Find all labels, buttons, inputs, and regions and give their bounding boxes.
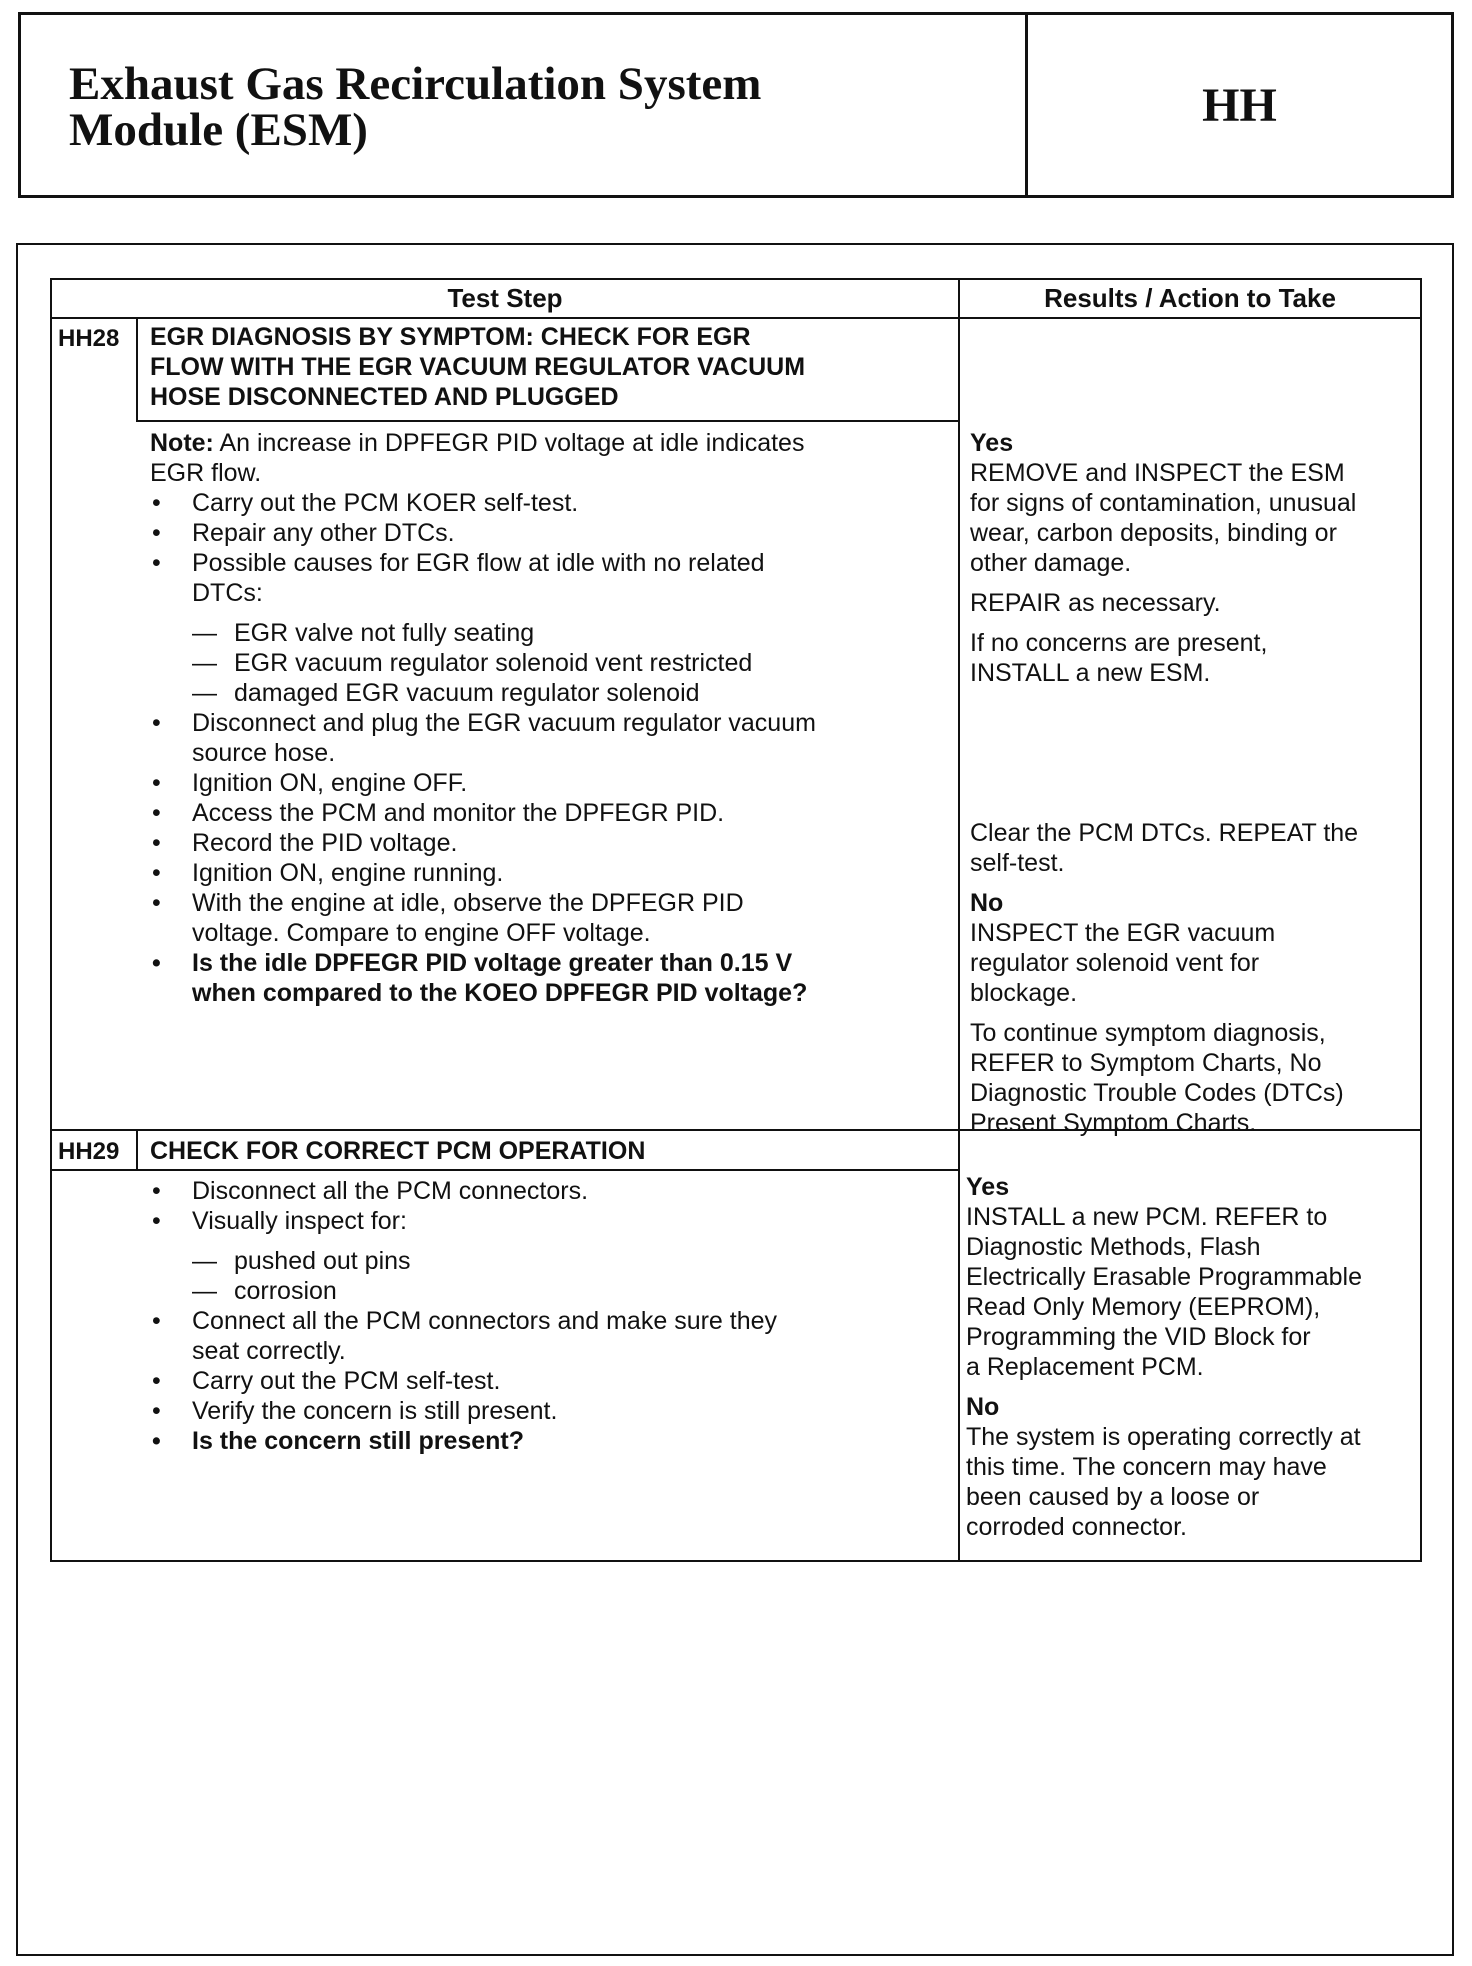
result-line: To continue symptom diagnosis, — [970, 1019, 1326, 1047]
bullet-item: • Ignition ON, engine OFF. — [150, 768, 930, 798]
hh28-steps — [150, 428, 930, 1008]
result-line: a Replacement PCM. — [966, 1353, 1204, 1381]
result-line: been caused by a loose or — [966, 1483, 1260, 1511]
yes-label: Yes — [966, 1173, 1010, 1201]
hh29-title-divider — [52, 1169, 958, 1171]
bullet-item: • Carry out the PCM KOER self-test. — [150, 488, 930, 518]
bullet-item — [150, 708, 930, 768]
result-line: Electrically Erasable Programmable — [966, 1263, 1362, 1291]
page-title — [69, 58, 1009, 156]
bullet-line: voltage. Compare to engine OFF voltage. — [192, 919, 651, 947]
column-divider — [958, 280, 960, 1560]
result-line: other damage. — [970, 549, 1132, 577]
question-item — [150, 948, 930, 1008]
result-line: Diagnostic Trouble Codes (DTCs) — [970, 1079, 1344, 1107]
result-line: corroded connector. — [966, 1513, 1187, 1541]
dash-item: — pushed out pins — [150, 1246, 930, 1276]
bullet-line: With the engine at idle, observe the DPFEGR PID — [192, 889, 744, 917]
result-line: Read Only Memory (EEPROM), — [966, 1293, 1321, 1321]
dash-item: — corrosion — [150, 1276, 930, 1306]
note-text: An increase in DPFEGR PID voltage at idle indicates — [213, 429, 805, 457]
bullet-line: source hose. — [192, 739, 336, 767]
diagnostic-table — [50, 278, 1422, 1562]
question-item: • Is the concern still present? — [150, 1426, 930, 1456]
result-line: Clear the PCM DTCs. REPEAT the — [970, 819, 1359, 847]
result-line: blockage. — [970, 979, 1078, 1007]
dash-item: — EGR valve not fully seating — [150, 618, 930, 648]
result-line: Programming the VID Block for — [966, 1323, 1311, 1351]
hh28-results — [970, 428, 1410, 1138]
no-label: No — [970, 889, 1004, 917]
result-line: INSTALL a new ESM. — [970, 659, 1211, 687]
bullet-item: • Carry out the PCM self-test. — [150, 1366, 930, 1396]
bullet-item: • Access the PCM and monitor the DPFEGR PID. — [150, 798, 930, 828]
step-code: HH29 — [58, 1138, 120, 1165]
hh29-steps — [150, 1176, 930, 1456]
note-text: EGR flow. — [150, 459, 262, 487]
no-label: No — [966, 1393, 1000, 1421]
bullet-line: Disconnect and plug the EGR vacuum regulator vacuum — [192, 709, 816, 737]
bullet-item — [150, 1306, 930, 1366]
dash-item: — EGR vacuum regulator solenoid vent restricted — [150, 648, 930, 678]
page-title-line2: Module (ESM) — [69, 104, 368, 156]
section-code: HH — [1202, 78, 1277, 132]
hh29-results — [966, 1172, 1414, 1542]
hh28-title-divider — [136, 420, 958, 422]
result-line: this time. The concern may have — [966, 1453, 1327, 1481]
bullet-item: • Record the PID voltage. — [150, 828, 930, 858]
step-title: CHECK FOR CORRECT PCM OPERATION — [150, 1137, 646, 1165]
result-line: REMOVE and INSPECT the ESM — [970, 459, 1345, 487]
result-line: Present Symptom Charts. — [970, 1109, 1257, 1137]
page-header — [18, 12, 1454, 198]
bullet-item: • Ignition ON, engine running. — [150, 858, 930, 888]
bullet-item: • Disconnect all the PCM connectors. — [150, 1176, 930, 1206]
result-line: The system is operating correctly at — [966, 1423, 1361, 1451]
result-line: regulator solenoid vent for — [970, 949, 1260, 977]
result-line: for signs of contamination, unusual — [970, 489, 1357, 517]
hh28-code-divider — [136, 319, 138, 422]
result-line: INSTALL a new PCM. REFER to — [966, 1203, 1328, 1231]
bullet-item: • Verify the concern is still present. — [150, 1396, 930, 1426]
result-line: self-test. — [970, 849, 1065, 877]
bullet-line: Possible causes for EGR flow at idle with no related — [192, 549, 765, 577]
hh29-code-divider — [136, 1131, 138, 1171]
note — [150, 428, 930, 458]
bullet-item: • Repair any other DTCs. — [150, 518, 930, 548]
step-title-line: HOSE DISCONNECTED AND PLUGGED — [150, 383, 619, 411]
step-code: HH28 — [58, 325, 120, 352]
result-line: wear, carbon deposits, binding or — [970, 519, 1337, 547]
bullet-line: when compared to the KOEO DPFEGR PID voltage? — [192, 979, 808, 1007]
column-header-test-step: Test Step — [447, 283, 563, 313]
dash-item: — damaged EGR vacuum regulator solenoid — [150, 678, 930, 708]
bullet-line: Is the idle DPFEGR PID voltage greater than 0.15 V — [192, 949, 793, 977]
step-title-line: FLOW WITH THE EGR VACUUM REGULATOR VACUUM — [150, 353, 806, 381]
yes-label: Yes — [970, 429, 1014, 457]
header-row-divider — [52, 317, 1420, 319]
result-line: Diagnostic Methods, Flash — [966, 1233, 1261, 1261]
column-header-results: Results / Action to Take — [1044, 283, 1336, 313]
page-title-line1: Exhaust Gas Recirculation System — [69, 58, 762, 110]
result-line: INSPECT the EGR vacuum — [970, 919, 1276, 947]
step-title — [150, 322, 805, 412]
step-title-line: EGR DIAGNOSIS BY SYMPTOM: CHECK FOR EGR — [150, 323, 751, 351]
bullet-line: Connect all the PCM connectors and make sure they — [192, 1307, 778, 1335]
note-label: Note: — [150, 429, 214, 457]
bullet-line: DTCs: — [192, 579, 263, 607]
result-line: If no concerns are present, — [970, 629, 1268, 657]
bullet-item: • Visually inspect for: — [150, 1206, 930, 1236]
bullet-line: seat correctly. — [192, 1337, 346, 1365]
bullet-item — [150, 548, 930, 608]
bullet-item — [150, 888, 930, 948]
result-line: REPAIR as necessary. — [970, 589, 1221, 617]
result-line: REFER to Symptom Charts, No — [970, 1049, 1322, 1077]
